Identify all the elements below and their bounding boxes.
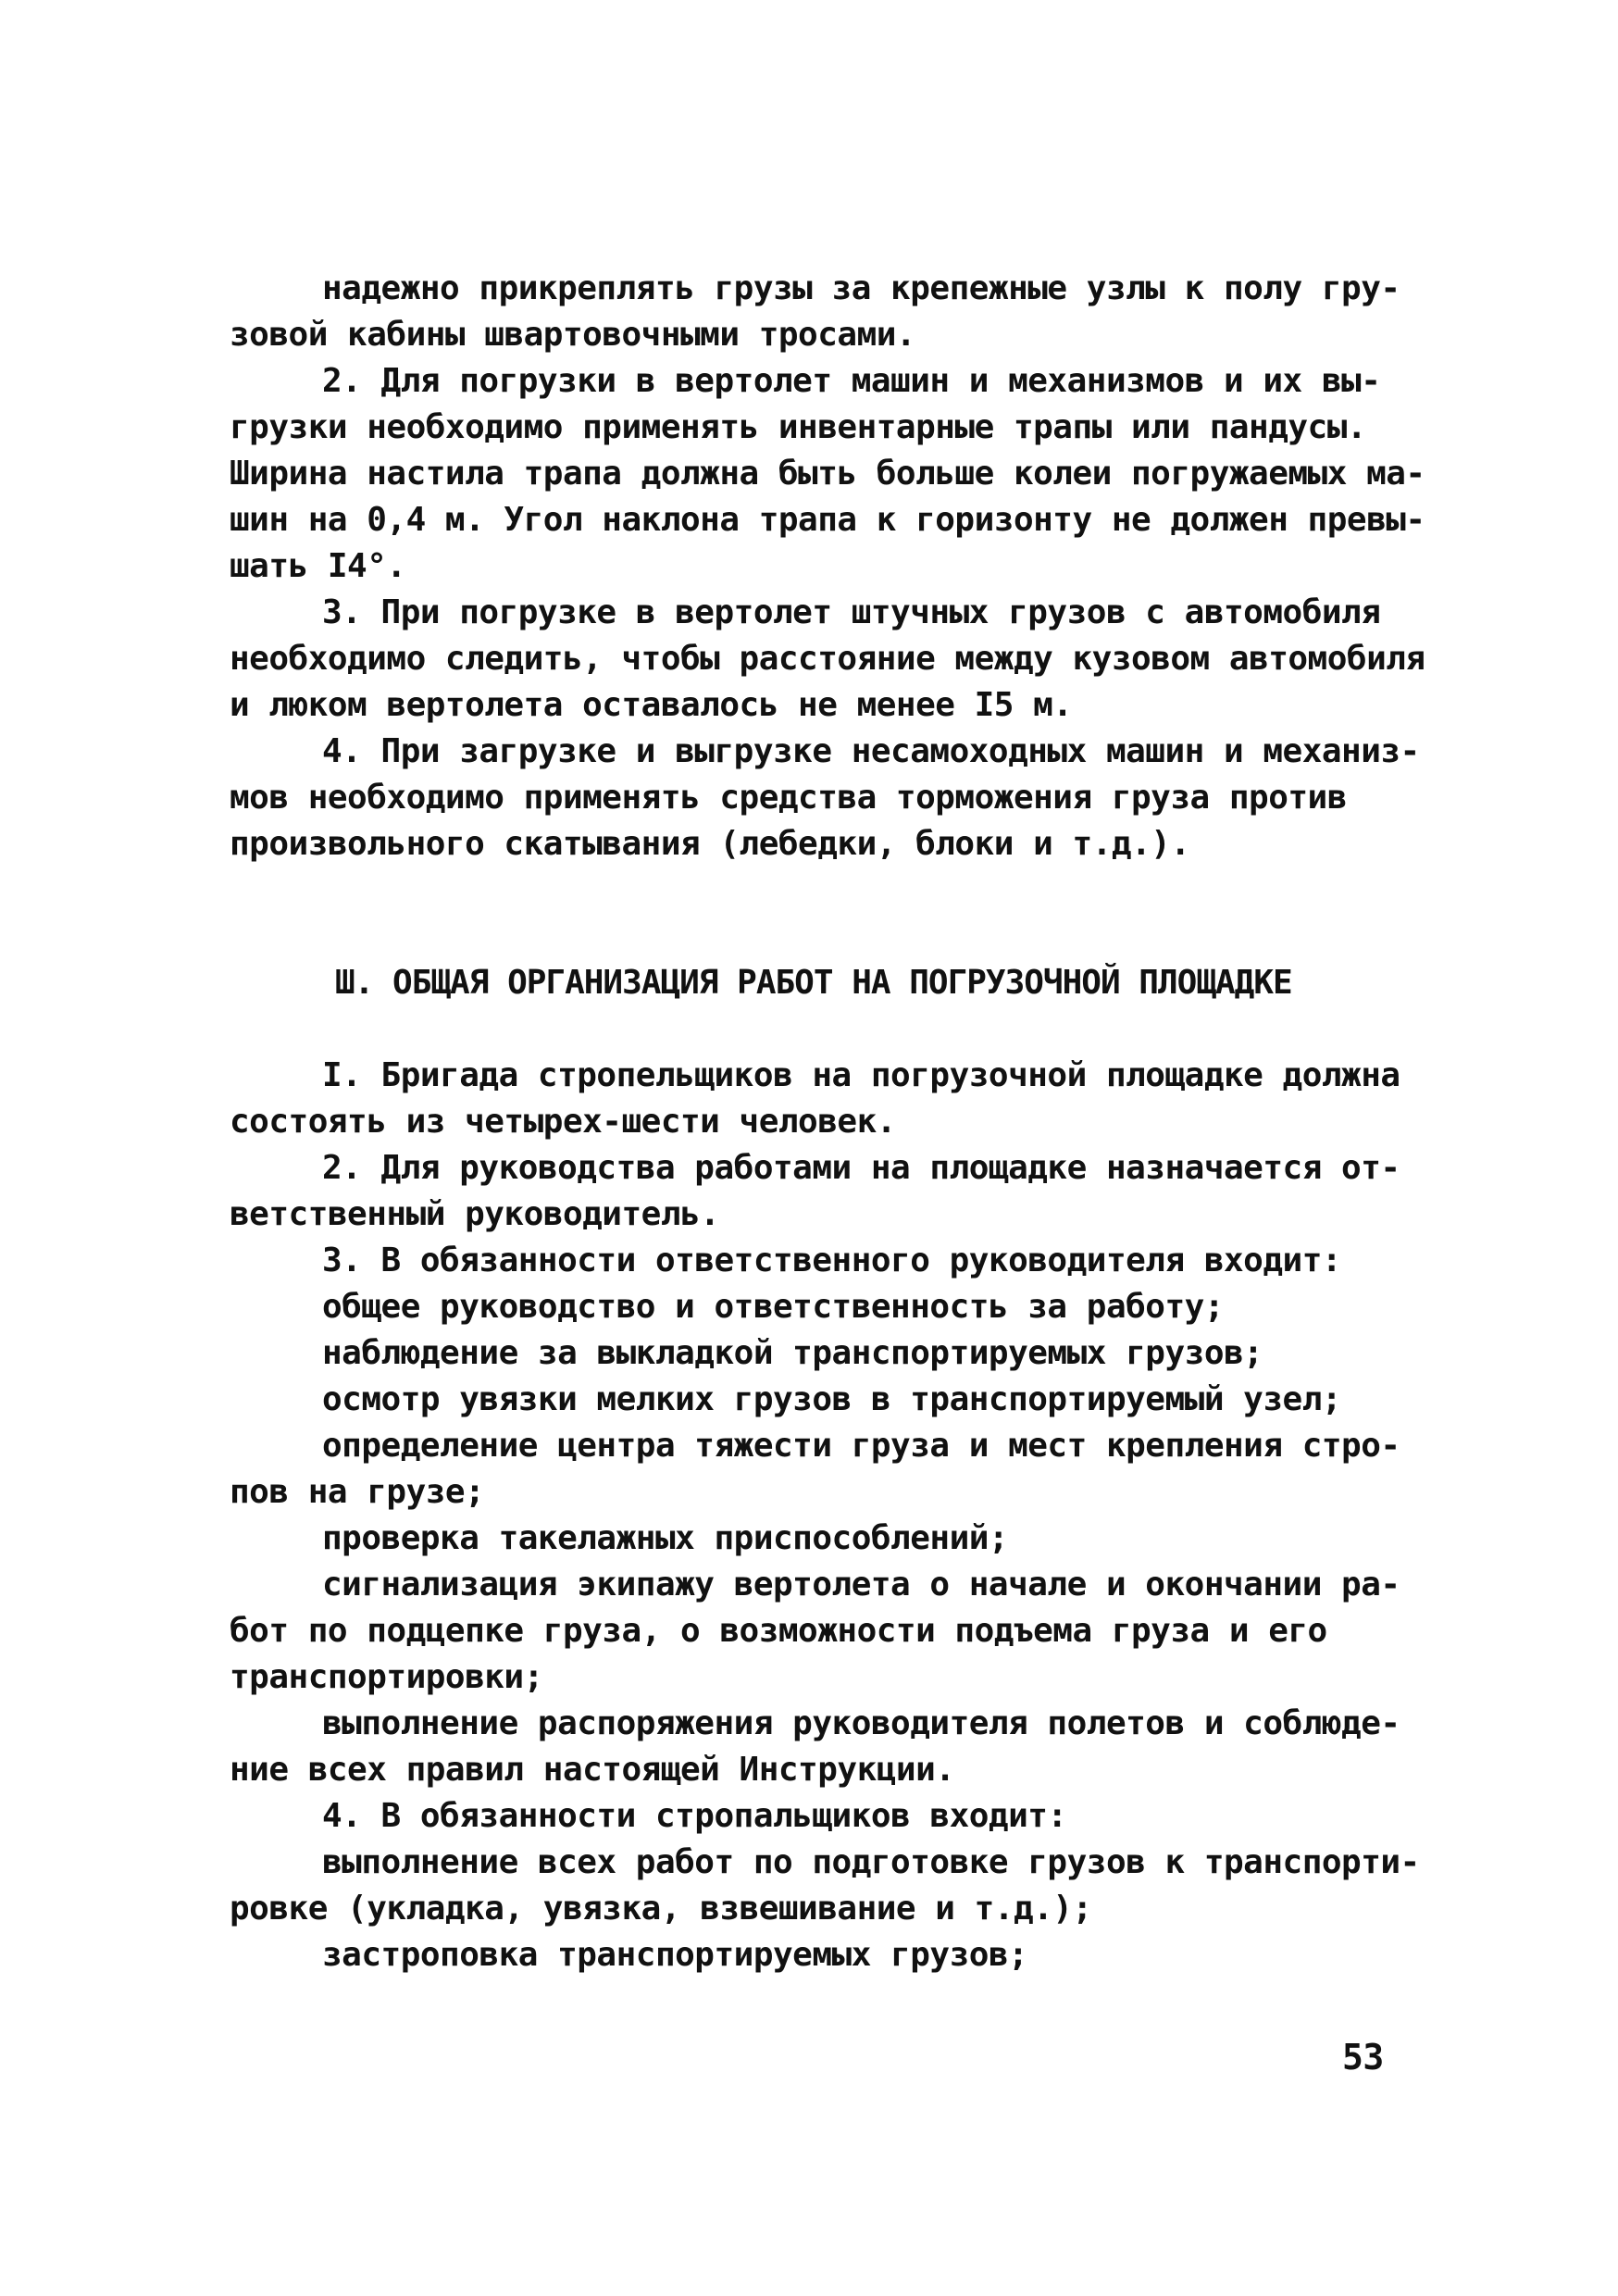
page-number: 53	[1342, 2037, 1384, 2078]
section-heading: Ш. ОБЩАЯ ОРГАНИЗАЦИЯ РАБОТ НА ПОГРУЗОЧНОЙ ПЛОЩАДКЕ	[335, 964, 1292, 1002]
text-line: необходимо следить, чтобы расстояние между кузовом автомобиля	[230, 640, 1425, 678]
text-line: определение центра тяжести груза и мест крепления стро-	[322, 1427, 1400, 1465]
text-line: грузки необходимо применять инвентарные трапы или пандусы.	[230, 408, 1367, 446]
text-line: произвольного скатывания (лебедки, блоки и т.д.).	[230, 825, 1190, 863]
text-line: 3. В обязанности ответственного руководителя входит:	[322, 1242, 1342, 1279]
text-line: ние всех правил настоящей Инструкции.	[230, 1751, 955, 1789]
text-line: надежно прикреплять грузы за крепежные узлы к полу гру-	[322, 269, 1400, 307]
text-line: выполнение распоряжения руководителя полетов и соблюде-	[322, 1704, 1400, 1742]
text-line: Ширина настила трапа должна быть больше колеи погружаемых ма-	[230, 455, 1425, 493]
text-line: мов необходимо применять средства торможения груза против	[230, 779, 1347, 817]
text-line: бот по подцепке груза, о возможности подъема груза и его	[230, 1612, 1327, 1650]
text-line: и люком вертолета оставалось не менее I5 м.	[230, 686, 1073, 724]
text-line: ровке (укладка, увязка, взвешивание и т.д.);	[230, 1890, 1092, 1928]
text-line: шин на 0,4 м. Угол наклона трапа к горизонту не должен превы-	[230, 501, 1425, 539]
text-line: 3. При погрузке в вертолет штучных грузов с автомобиля	[322, 593, 1381, 631]
text-line: шать I4°.	[230, 547, 406, 585]
text-line: общее руководство и ответственность за работу;	[322, 1288, 1224, 1326]
text-line: транспортировки;	[230, 1658, 543, 1696]
text-line: 2. Для погрузки в вертолет машин и механизмов и их вы-	[322, 362, 1381, 400]
text-line: 2. Для руководства работами на площадке назначается от-	[322, 1149, 1400, 1187]
text-line: зовой кабины швартовочными тросами.	[230, 316, 916, 354]
text-line: 4. При загрузке и выгрузке несамоходных машин и механиз-	[322, 732, 1420, 770]
text-line: наблюдение за выкладкой транспортируемых грузов;	[322, 1334, 1263, 1372]
text-line: ветственный руководитель.	[230, 1195, 720, 1233]
text-line: выполнение всех работ по подготовке грузов к транспорти-	[322, 1843, 1420, 1881]
text-line: I. Бригада стропельщиков на погрузочной площадке должна	[322, 1056, 1400, 1094]
text-line: застроповка транспортируемых грузов;	[322, 1936, 1028, 1974]
text-line: сигнализация экипажу вертолета о начале и окончании ра-	[322, 1566, 1400, 1603]
text-line: 4. В обязанности стропальщиков входит:	[322, 1797, 1067, 1835]
text-line: состоять из четырех-шести человек.	[230, 1103, 896, 1141]
text-line: пов на грузе;	[230, 1473, 485, 1511]
text-line: проверка такелажных приспособлений;	[322, 1519, 1009, 1557]
text-line: осмотр увязки мелких грузов в транспортируемый узел;	[322, 1380, 1342, 1418]
